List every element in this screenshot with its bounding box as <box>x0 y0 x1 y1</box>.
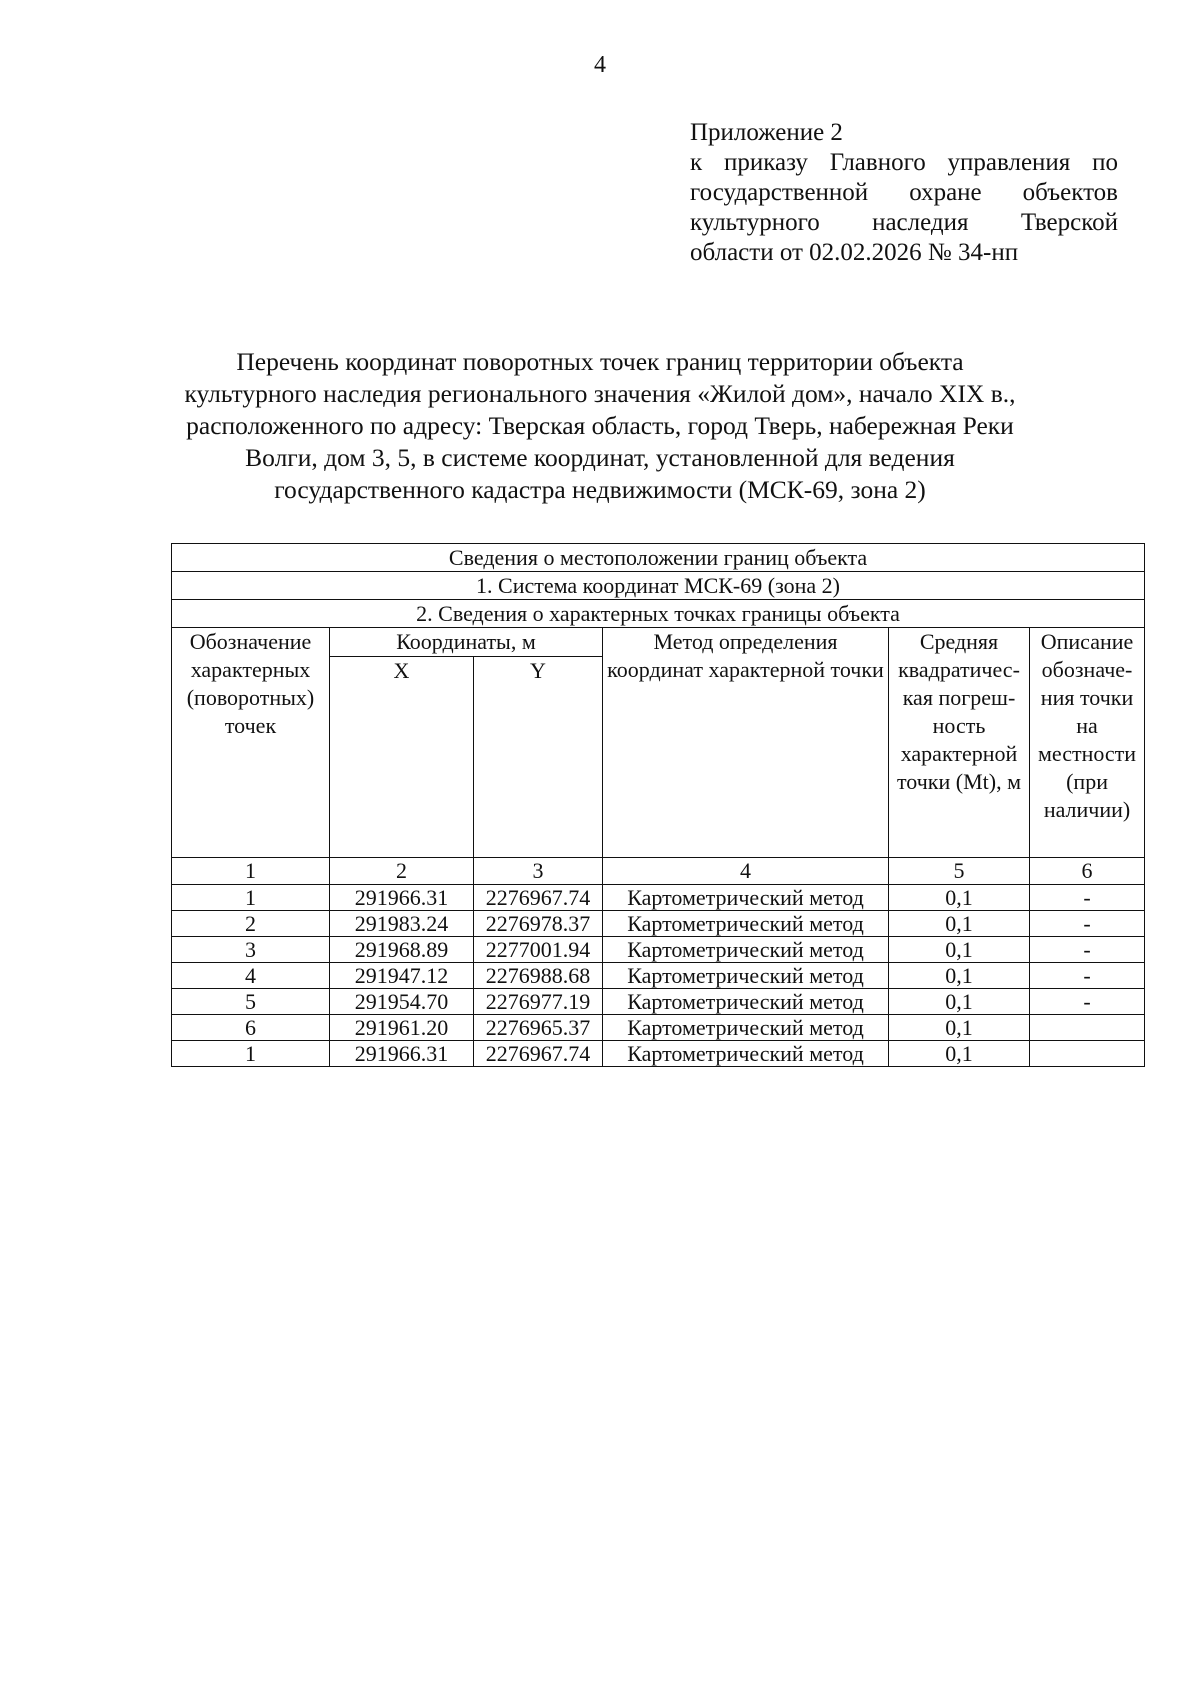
method: Картометрический метод <box>603 1041 889 1067</box>
y-coordinate: 2276978.37 <box>474 911 603 937</box>
table-row <box>172 963 1145 989</box>
coordinates-table <box>171 543 1145 1067</box>
column-number: 2 <box>330 858 474 885</box>
error: 0,1 <box>889 885 1030 911</box>
table-row <box>172 911 1145 937</box>
description: - <box>1030 963 1145 989</box>
column-number-row <box>172 858 1145 885</box>
table-row <box>172 885 1145 911</box>
header-method: Метод определения координат характерной точки <box>603 628 889 858</box>
y-coordinate: 2277001.94 <box>474 937 603 963</box>
points-section-heading: 2. Сведения о характерных точках границы объекта <box>172 600 1145 628</box>
table-row <box>172 1015 1145 1041</box>
title-line: государственного кадастра недвижимости (МСК-69, зона 2) <box>274 475 926 504</box>
point-number: 2 <box>172 911 330 937</box>
description: - <box>1030 937 1145 963</box>
point-number: 4 <box>172 963 330 989</box>
method: Картометрический метод <box>603 911 889 937</box>
x-coordinate: 291966.31 <box>330 1041 474 1067</box>
method: Картометрический метод <box>603 1015 889 1041</box>
error: 0,1 <box>889 989 1030 1015</box>
document-title <box>150 346 1050 506</box>
description <box>1030 1041 1145 1067</box>
page-number: 4 <box>594 52 606 78</box>
appendix-region-line: культурного наследия Тверской <box>690 209 1118 236</box>
error: 0,1 <box>889 1041 1030 1067</box>
y-coordinate: 2276967.74 <box>474 885 603 911</box>
description: - <box>1030 989 1145 1015</box>
coordinate-system-heading: 1. Система координат МСК-69 (зона 2) <box>172 572 1145 600</box>
column-number: 3 <box>474 858 603 885</box>
table-row <box>172 1041 1145 1067</box>
y-coordinate: 2276965.37 <box>474 1015 603 1041</box>
column-number: 5 <box>889 858 1030 885</box>
title-line: Волги, дом 3, 5, в системе координат, установленной для ведения <box>245 443 955 472</box>
method: Картометрический метод <box>603 989 889 1015</box>
error: 0,1 <box>889 937 1030 963</box>
column-number: 6 <box>1030 858 1145 885</box>
header-point-designation: Обозначение характерных (поворотных) точек <box>172 628 330 858</box>
description <box>1030 1015 1145 1041</box>
method: Картометрический метод <box>603 885 889 911</box>
error: 0,1 <box>889 1015 1030 1041</box>
x-coordinate: 291947.12 <box>330 963 474 989</box>
x-coordinate: 291966.31 <box>330 885 474 911</box>
error: 0,1 <box>889 963 1030 989</box>
point-number: 5 <box>172 989 330 1015</box>
x-coordinate: 291968.89 <box>330 937 474 963</box>
y-coordinate: 2276988.68 <box>474 963 603 989</box>
column-number: 1 <box>172 858 330 885</box>
point-number: 1 <box>172 885 330 911</box>
appendix-order-line: к приказу Главного управления по <box>690 149 1118 176</box>
table-row <box>172 937 1145 963</box>
header-description: Описание обозначе-ния точки на местности (при наличии) <box>1030 628 1145 858</box>
appendix-authority-line: государственной охране объектов <box>690 179 1118 206</box>
title-line: Перечень координат поворотных точек границ территории объекта <box>236 347 964 376</box>
header-coordinates: Координаты, м <box>330 628 603 657</box>
header-x: X <box>330 657 474 858</box>
x-coordinate: 291961.20 <box>330 1015 474 1041</box>
point-number: 1 <box>172 1041 330 1067</box>
x-coordinate: 291983.24 <box>330 911 474 937</box>
method: Картометрический метод <box>603 963 889 989</box>
x-coordinate: 291954.70 <box>330 989 474 1015</box>
description: - <box>1030 885 1145 911</box>
y-coordinate: 2276967.74 <box>474 1041 603 1067</box>
table-row <box>172 989 1145 1015</box>
y-coordinate: 2276977.19 <box>474 989 603 1015</box>
error: 0,1 <box>889 911 1030 937</box>
point-number: 6 <box>172 1015 330 1041</box>
appendix-date-line: области от 02.02.2026 № 34-нп <box>690 239 1019 266</box>
table-section-heading: Сведения о местоположении границ объекта <box>172 544 1145 572</box>
title-line: культурного наследия регионального значения «Жилой дом», начало XIX в., <box>184 379 1016 408</box>
method: Картометрический метод <box>603 937 889 963</box>
point-number: 3 <box>172 937 330 963</box>
appendix-title: Приложение 2 <box>690 119 843 146</box>
header-y: Y <box>474 657 603 858</box>
header-error: Средняя квадратичес-кая погреш-ность характерной точки (Mt), м <box>889 628 1030 858</box>
title-line: расположенного по адресу: Тверская область, город Тверь, набережная Реки <box>186 411 1014 440</box>
column-number: 4 <box>603 858 889 885</box>
appendix-block <box>690 118 1118 268</box>
description: - <box>1030 911 1145 937</box>
